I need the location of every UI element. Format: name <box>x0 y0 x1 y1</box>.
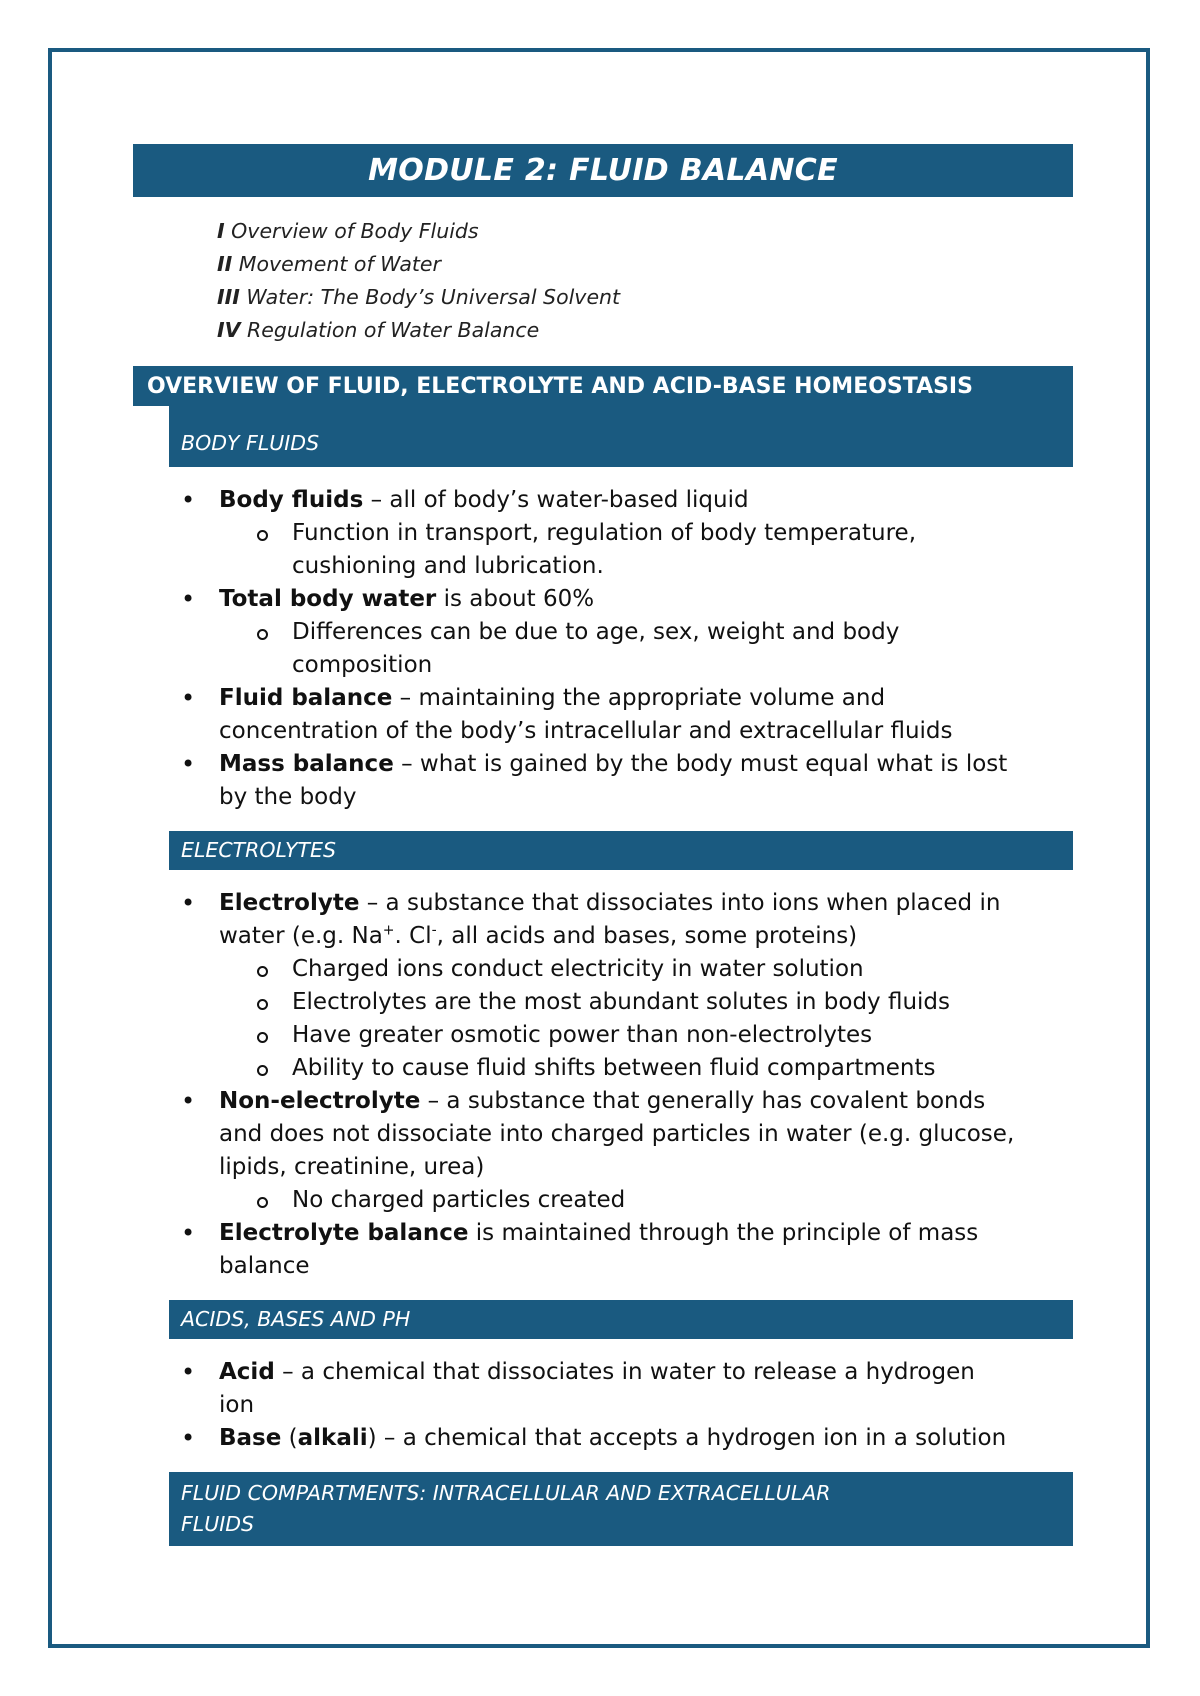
list-item <box>133 1422 1073 1455</box>
continued-text: cushioning and lubrication. <box>292 553 604 579</box>
continued-text: , all acids and bases, some proteins) <box>436 923 858 949</box>
continued-text: by the body <box>219 784 357 810</box>
superscript: - <box>431 922 437 939</box>
acids-bases-list <box>133 1356 1073 1455</box>
toc-number: II <box>217 252 233 276</box>
toc-number: I <box>217 219 225 243</box>
sub-list-item-continued <box>133 550 1073 583</box>
continued-text: and does not dissociate into charged particles in water (e.g. glucose, <box>219 1121 1015 1147</box>
sub-list-item: Function in transport, regulation of body temperature, <box>133 517 1073 550</box>
term: Non-electrolyte <box>219 1088 421 1114</box>
term: alkali <box>297 1425 368 1451</box>
body-fluids-header: BODY FLUIDS <box>181 431 320 455</box>
sub-list-item: Charged ions conduct electricity in water solution <box>133 953 1073 986</box>
list-item <box>133 1356 1073 1389</box>
definition: – what is gained by the body must equal what is lost <box>393 751 1008 777</box>
sub-list-item-continued <box>133 649 1073 682</box>
sub-list-item: Differences can be due to age, sex, weight and body <box>133 616 1073 649</box>
list-item-continued <box>133 1389 1073 1422</box>
definition: – a substance that generally has covalent bonds <box>420 1088 986 1114</box>
definition: – a substance that dissociates into ions when placed in <box>359 890 1001 916</box>
list-item <box>133 1085 1073 1118</box>
acids-bases-header: ACIDS, BASES AND PH <box>169 1300 1073 1339</box>
fluid-compartments-header-line2: FLUIDS <box>181 1512 255 1536</box>
definition: – all of body’s water-based liquid <box>363 487 749 513</box>
term: Mass balance <box>219 751 394 777</box>
list-item <box>133 484 1073 517</box>
list-item-continued <box>133 920 1073 953</box>
term: Electrolyte <box>219 890 360 916</box>
overview-header-text: OVERVIEW OF FLUID, ELECTROLYTE AND ACID-BASE HOMEOSTASIS <box>147 374 973 399</box>
list-item <box>133 583 1073 616</box>
continued-text: ion <box>219 1392 255 1418</box>
list-item <box>133 887 1073 920</box>
sub-list-item: Ability to cause fluid shifts between fluid compartments <box>133 1052 1073 1085</box>
list-item-continued <box>133 1250 1073 1283</box>
continued-text: lipids, creatinine, urea) <box>219 1154 485 1180</box>
electrolytes-list <box>133 887 1073 1283</box>
toc-text: Regulation of Water Balance <box>247 318 540 342</box>
overview-section-header <box>133 366 1073 467</box>
toc-text: Overview of Body Fluids <box>231 219 479 243</box>
term: Body fluids <box>219 487 364 513</box>
term: Electrolyte balance <box>219 1220 469 1246</box>
definition: is maintained through the principle of mass <box>468 1220 979 1246</box>
list-item-continued <box>133 715 1073 748</box>
header-notch <box>133 406 169 467</box>
module-title: MODULE 2: FLUID BALANCE <box>133 144 1073 197</box>
toc-item <box>217 281 1073 314</box>
definition: – a chemical that dissociates in water to release a hydrogen <box>274 1359 975 1385</box>
continued-text: . Cl <box>394 923 432 949</box>
term: Acid <box>219 1359 275 1385</box>
sub-list-item: Have greater osmotic power than non-electrolytes <box>133 1019 1073 1052</box>
toc-number: III <box>217 285 240 309</box>
definition: is about 60% <box>436 586 595 612</box>
definition: – maintaining the appropriate volume and <box>392 685 886 711</box>
toc-text: Water: The Body’s Universal Solvent <box>246 285 621 309</box>
definition: ( <box>281 1425 298 1451</box>
electrolytes-header: ELECTROLYTES <box>169 831 1073 870</box>
fluid-compartments-header <box>169 1472 1073 1546</box>
list-item-continued <box>133 1151 1073 1184</box>
term: Total body water <box>219 586 437 612</box>
list-item <box>133 1217 1073 1250</box>
term: Base <box>219 1425 282 1451</box>
definition: ) – a chemical that accepts a hydrogen ion in a solution <box>367 1425 1007 1451</box>
superscript: + <box>382 922 395 939</box>
document-content <box>133 144 1073 1546</box>
toc-item <box>217 248 1073 281</box>
continued-text: concentration of the body’s intracellular and extracellular fluids <box>219 718 953 744</box>
toc-item <box>217 215 1073 248</box>
continued-text: balance <box>219 1253 310 1279</box>
list-item <box>133 748 1073 781</box>
list-item-continued <box>133 1118 1073 1151</box>
toc-text: Movement of Water <box>238 252 441 276</box>
sub-list-item: No charged particles created <box>133 1184 1073 1217</box>
body-fluids-list <box>133 484 1073 814</box>
toc-item <box>217 314 1073 347</box>
list-item <box>133 682 1073 715</box>
toc-number: IV <box>217 318 241 342</box>
fluid-compartments-header-line1: FLUID COMPARTMENTS: INTRACELLULAR AND EXTRACELLULAR <box>181 1481 831 1505</box>
term: Fluid balance <box>219 685 393 711</box>
continued-text: water (e.g. Na <box>219 923 383 949</box>
table-of-contents <box>217 215 1073 347</box>
list-item-continued <box>133 781 1073 814</box>
sub-list-item: Electrolytes are the most abundant solutes in body fluids <box>133 986 1073 1019</box>
continued-text: composition <box>292 652 433 678</box>
